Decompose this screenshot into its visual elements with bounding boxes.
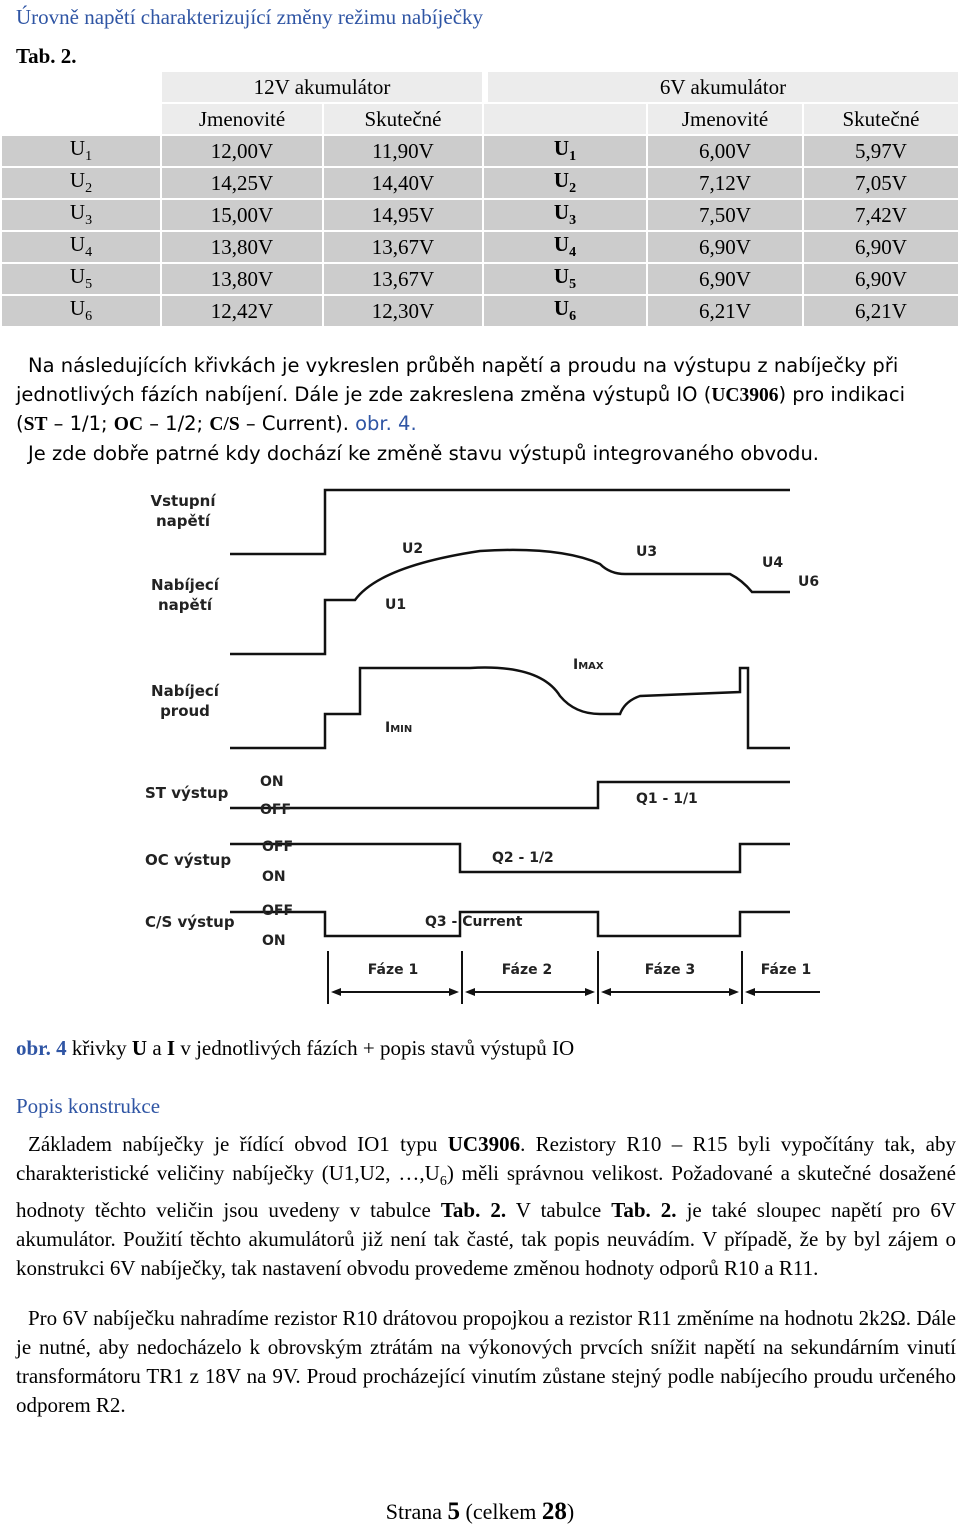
construction-paragraph-2 — [16, 1304, 956, 1420]
caption-i: I — [166, 1036, 176, 1060]
label-q3: Q3 - Current — [425, 914, 523, 930]
caption-text-1: křivky — [66, 1036, 132, 1060]
cell-nominal-6v: 6,00V — [648, 136, 802, 166]
footer-mid: (celkem — [460, 1499, 542, 1524]
cell-actual-6v: 7,42V — [804, 200, 958, 230]
row-symbol: U — [69, 136, 86, 161]
intro-text-2: jednotlivých fázích nabíjení. Dále je zde zakreslena změna výstupů IO ( — [16, 382, 712, 406]
row-subscript: 6 — [569, 309, 577, 325]
col-actual-12v: Skutečné — [324, 104, 482, 134]
timing-diagram — [0, 476, 960, 1016]
cell-actual-6v: 6,90V — [804, 264, 958, 294]
label-imax: IMAX — [573, 657, 604, 673]
label-input-1: Vstupní — [150, 492, 216, 510]
cell-nominal-6v: 6,21V — [648, 296, 802, 326]
row-symbol: U — [69, 296, 86, 321]
st-output-line — [230, 782, 790, 808]
label-cs-output: C/S výstup — [145, 913, 235, 931]
row-subscript: 6 — [85, 309, 93, 325]
st-on: ON — [260, 774, 284, 790]
voltage-table — [0, 70, 960, 328]
caption-u: U — [131, 1036, 148, 1060]
label-u4: U4 — [762, 555, 784, 571]
section-title: Popis konstrukce — [16, 1094, 161, 1118]
intro-line-2 — [16, 381, 954, 411]
label-charge-i-1: Nabíjecí — [151, 682, 219, 700]
charging-current-line — [230, 668, 790, 748]
table-label: Tab. 2. — [16, 44, 77, 68]
intro-line-4 — [16, 440, 954, 469]
intro-line-1 — [16, 352, 954, 381]
paren-open: ( — [16, 412, 24, 435]
row-symbol: U — [69, 264, 86, 289]
construction-paragraph-1 — [16, 1130, 956, 1283]
row-symbol: U — [553, 232, 570, 257]
row-symbol: U — [553, 200, 570, 225]
footer-suffix: ) — [566, 1499, 575, 1524]
cell-nominal-6v: 7,50V — [648, 200, 802, 230]
caption-obr: obr. — [16, 1036, 51, 1060]
intro-paragraph — [16, 352, 954, 468]
label-phase-1b: Fáze 1 — [760, 962, 812, 978]
table-row — [2, 264, 958, 294]
caption-text-3: v jednotlivých fázích + popis stavů výstupů IO — [175, 1036, 575, 1060]
cs-on: ON — [262, 933, 286, 949]
label-u3: U3 — [636, 544, 658, 560]
label-phase-3: Fáze 3 — [644, 962, 696, 978]
label-phase-1: Fáze 1 — [367, 962, 419, 978]
cell-nominal-6v: 6,90V — [648, 232, 802, 262]
p1-chip: UC3906 — [447, 1132, 521, 1156]
cs-label: C/S — [209, 414, 240, 435]
p1-b: . Rezistory R10 – R15 byli vypočítány tak, aby charakteristické veličiny nabíječky (U1,U2, …,U — [16, 1132, 957, 1185]
header-6v: 6V akumulátor — [488, 72, 958, 102]
intro-text-2b: ) pro indikaci — [778, 382, 906, 406]
row-symbol: U — [553, 264, 570, 289]
cell-nominal-6v: 7,12V — [648, 168, 802, 198]
cell-actual-12v: 13,67V — [324, 232, 482, 262]
cs-off: OFF — [262, 903, 294, 919]
footer-prefix: Strana — [385, 1499, 448, 1524]
row-subscript: 3 — [85, 213, 93, 229]
cell-nominal-12v: 13,80V — [162, 232, 322, 262]
label-u6: U6 — [798, 574, 820, 590]
cell-nominal-12v: 14,25V — [162, 168, 322, 198]
label-oc-output: OC výstup — [145, 851, 232, 869]
oc-on: ON — [262, 869, 286, 885]
cell-actual-6v: 5,97V — [804, 136, 958, 166]
row-symbol: U — [553, 136, 570, 161]
cell-actual-6v: 7,05V — [804, 168, 958, 198]
cell-nominal-12v: 12,42V — [162, 296, 322, 326]
row-subscript: 5 — [569, 277, 577, 293]
figure-caption — [16, 1036, 574, 1061]
input-voltage-line — [230, 490, 790, 554]
row-subscript: 2 — [569, 181, 577, 197]
row-symbol: U — [69, 200, 86, 225]
cell-nominal-12v: 13,80V — [162, 264, 322, 294]
oc-label: OC — [113, 414, 144, 435]
label-st-output: ST výstup — [145, 784, 229, 802]
cell-actual-6v: 6,90V — [804, 232, 958, 262]
intro-line-3 — [16, 410, 954, 440]
st-label: ST — [23, 414, 48, 435]
table-row — [2, 136, 958, 166]
row-subscript: 4 — [85, 245, 93, 261]
row-subscript: 3 — [569, 213, 577, 229]
cell-actual-12v: 14,95V — [324, 200, 482, 230]
label-input-2: napětí — [155, 512, 211, 530]
label-q2: Q2 - 1/2 — [492, 850, 554, 866]
table-header-row — [2, 72, 958, 102]
page-footer — [0, 1498, 960, 1526]
p1-e: je také sloupec napětí pro 6V akumulátor. Použití těchto akumulátorů již není tak časté, tak popis neuvádím. V případě, že by byl zájem o konstrukci 6V nabíječky, tak nastavení obvodu provedeme změnou hodnoty odporů R10 a R11. — [16, 1198, 956, 1281]
row-symbol: U — [69, 232, 86, 257]
row-symbol: U — [69, 168, 86, 193]
charging-voltage-line — [230, 550, 790, 654]
table-subheader-row — [2, 104, 958, 134]
cell-actual-12v: 14,40V — [324, 168, 482, 198]
header-12v: 12V akumulátor — [162, 72, 482, 102]
label-imin: IMIN — [385, 720, 413, 736]
label-q1: Q1 - 1/1 — [636, 791, 698, 807]
st-ratio: – 1/1; — [47, 412, 114, 435]
chip-name: UC3906 — [711, 384, 779, 406]
p1-a: Základem nabíječky je řídící obvod IO1 typu — [28, 1132, 448, 1156]
label-u1: U1 — [385, 597, 407, 613]
label-charge-i-2: proud — [160, 702, 210, 720]
footer-page: 5 — [447, 1498, 460, 1525]
table-row — [2, 168, 958, 198]
row-subscript: 2 — [85, 181, 93, 197]
oc-ratio: – 1/2; — [143, 412, 210, 435]
p2-text: Pro 6V nabíječku nahradíme rezistor R10 drátovou propojkou a rezistor R11 změníme na hodnotu 2k2Ω. Dále je nutné, aby nedocházelo k obrovským ztrátám na výkonových prvcích snížit napětí na sekundárním vinutí transformátoru TR1 z 18V na 9V. Proud procházející vinutím zůstane stejný podle nabíjecího proudu určeného odporem R2. — [16, 1306, 956, 1417]
col-actual-6v: Skutečné — [804, 104, 958, 134]
row-symbol: U — [553, 168, 570, 193]
st-off: OFF — [260, 802, 292, 818]
intro-text-1: Na následujících křivkách je vykreslen průběh napětí a proudu na výstupu z nabíječky při — [28, 354, 899, 377]
row-subscript: 1 — [85, 149, 93, 165]
row-symbol: U — [553, 296, 570, 321]
cell-nominal-12v: 12,00V — [162, 136, 322, 166]
cell-nominal-12v: 15,00V — [162, 200, 322, 230]
row-subscript: 5 — [85, 277, 93, 293]
p1-tab2: Tab. 2. — [611, 1198, 677, 1223]
footer-total: 28 — [541, 1498, 567, 1525]
cell-actual-6v: 6,21V — [804, 296, 958, 326]
cell-actual-12v: 12,30V — [324, 296, 482, 326]
oc-off: OFF — [262, 839, 294, 855]
col-nominal-6v: Jmenovité — [648, 104, 802, 134]
caption-num: 4 — [56, 1036, 67, 1060]
p1-sub: 6 — [439, 1174, 447, 1190]
label-charge-v-2: napětí — [157, 596, 213, 614]
cell-nominal-6v: 6,90V — [648, 264, 802, 294]
table-row — [2, 200, 958, 230]
col-nominal-12v: Jmenovité — [162, 104, 322, 134]
p1-c: ) měli správnou velikost. Požadované a skutečné dosažené hodnoty těchto veličin jsou uvedeny v tabulce — [16, 1161, 957, 1223]
cell-actual-12v: 11,90V — [324, 136, 482, 166]
row-subscript: 1 — [569, 149, 577, 165]
label-charge-v-1: Nabíjecí — [151, 576, 219, 594]
caption-text-2: a — [147, 1036, 167, 1060]
cell-actual-12v: 13,67V — [324, 264, 482, 294]
label-u2: U2 — [402, 541, 424, 557]
intro-text-4: Je zde dobře patrné kdy dochází ke změně stavu výstupů integrovaného obvodu. — [28, 441, 819, 465]
table-row — [2, 232, 958, 262]
figure-ref: obr. 4. — [355, 412, 417, 435]
section-heading: Úrovně napětí charakterizující změny režimu nabíječky — [16, 5, 484, 29]
label-phase-2: Fáze 2 — [501, 962, 553, 978]
row-subscript: 4 — [569, 245, 577, 261]
p1-d: V tabulce — [506, 1198, 612, 1223]
table-row — [2, 296, 958, 326]
cs-ratio: – Current). — [239, 412, 356, 435]
p1-tab: Tab. 2. — [440, 1198, 507, 1223]
